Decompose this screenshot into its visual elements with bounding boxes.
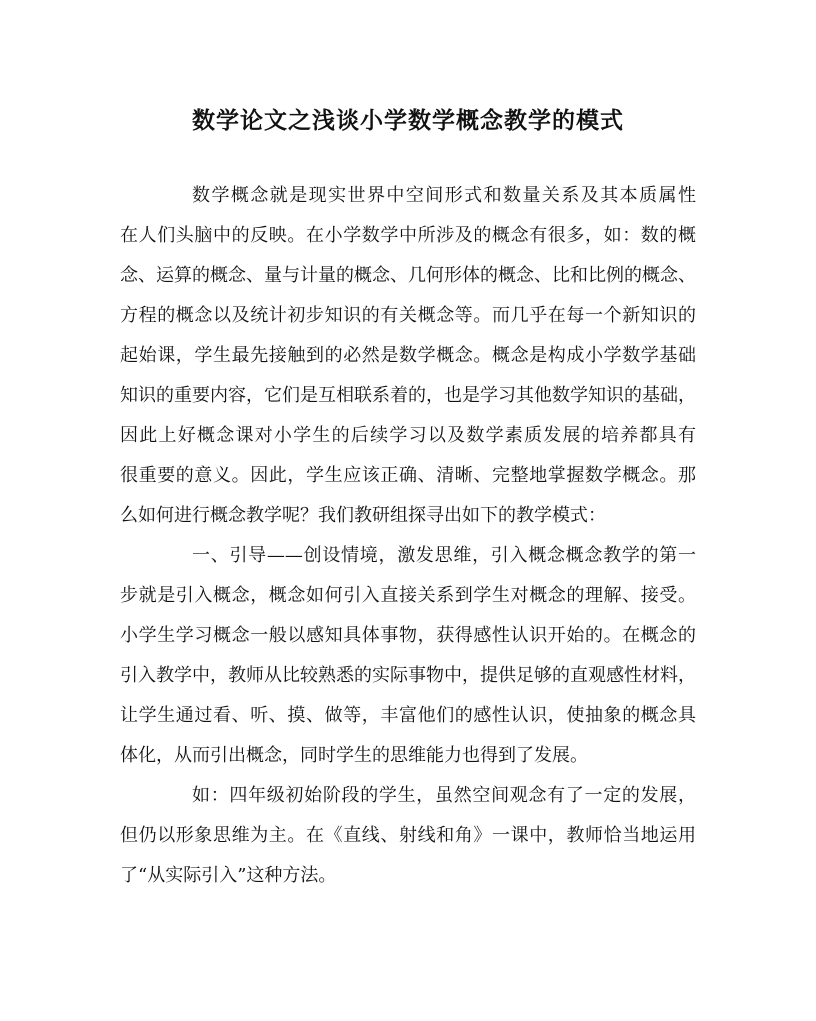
text-line: 体化，从而引出概念，同时学生的思维能力也得到了发展。 (120, 745, 588, 766)
paragraph (120, 776, 696, 896)
text-line: 但仍以形象思维为主。在《直线、射线和角》一课中，教师恰当地运用 (120, 825, 696, 846)
paragraph (120, 536, 696, 776)
document-body (120, 176, 696, 896)
text-line: 因此上好概念课对小学生的后续学习以及数学素质发展的培养都具有 (120, 425, 696, 446)
text-line: 在人们头脑中的反映。在小学数学中所涉及的概念有很多，如：数的概 (120, 225, 696, 246)
text-line: 么如何进行概念教学呢？我们教研组探寻出如下的教学模式： (120, 505, 606, 526)
text-line: 很重要的意义。因此，学生应该正确、清晰、完整地掌握数学概念。那 (120, 465, 696, 486)
text-line: 引入教学中，教师从比较熟悉的实际事物中，提供足够的直观感性材料， (120, 665, 696, 686)
document-title: 数学论文之浅谈小学数学概念教学的模式 (192, 107, 624, 134)
text-line: 步就是引入概念，概念如何引入直接关系到学生对概念的理解、接受。 (120, 585, 696, 606)
text-line: 了“从实际引入”这种方法。 (120, 865, 337, 886)
text-line: 数学概念就是现实世界中空间形式和数量关系及其本质属性 (192, 185, 696, 206)
text-line: 方程的概念以及统计初步知识的有关概念等。而几乎在每一个新知识的 (120, 305, 696, 326)
text-line: 念、运算的概念、量与计量的概念、几何形体的概念、比和比例的概念、 (120, 265, 696, 286)
text-line: 知识的重要内容，它们是互相联系着的，也是学习其他数学知识的基础， (120, 385, 696, 406)
text-line: 一、引导——创设情境，激发思维，引入概念概念教学的第一 (192, 545, 696, 566)
paragraph (120, 176, 696, 536)
text-line: 如：四年级初始阶段的学生，虽然空间观念有了一定的发展， (192, 785, 696, 806)
text-line: 起始课，学生最先接触到的必然是数学概念。概念是构成小学数学基础 (120, 345, 696, 366)
text-line: 小学生学习概念一般以感知具体事物，获得感性认识开始的。在概念的 (120, 625, 696, 646)
text-line: 让学生通过看、听、摸、做等，丰富他们的感性认识，使抽象的概念具 (120, 705, 696, 726)
